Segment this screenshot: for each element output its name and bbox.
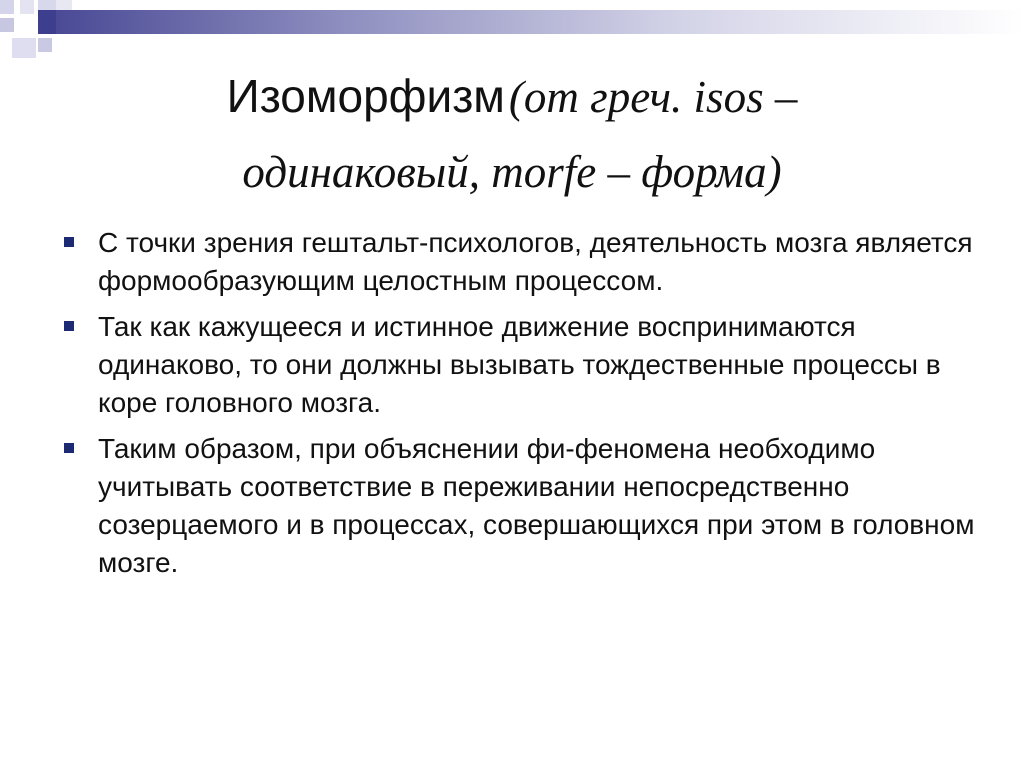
header-gradient-bar: [56, 10, 1024, 34]
corner-decoration-square: [12, 38, 36, 58]
corner-decoration-square: [20, 14, 38, 32]
corner-decoration-square: [38, 0, 56, 10]
title-line-1: [0, 64, 1024, 140]
corner-decoration-square: [0, 18, 14, 32]
bullet-text: Таким образом, при объяснении фи-феномена необходимо учитывать соответствие в переживании непосредственно созерцаемого и в процессах, совершающихся при этом в головном мозге.: [98, 433, 975, 578]
title-etymology-part-1: (от греч. isos –: [508, 72, 798, 122]
corner-decoration-square: [0, 0, 14, 14]
square-bullet-icon: [64, 443, 74, 453]
title-etymology-part-2: одинаковый, morfe – форма): [242, 147, 782, 197]
square-bullet-icon: [64, 237, 74, 247]
square-bullet-icon: [64, 321, 74, 331]
bullet-item: [64, 308, 984, 422]
bullet-text: С точки зрения гештальт-психологов, деятельность мозга является формообразующим целостным процессом.: [98, 227, 973, 296]
corner-decoration-square: [20, 0, 34, 14]
corner-decoration-square: [38, 38, 52, 52]
bullet-item: [64, 430, 984, 582]
corner-decoration-square: [56, 0, 72, 10]
title-main-text: Изоморфизм: [226, 70, 505, 122]
bullet-list: [64, 224, 984, 590]
corner-decoration-square: [38, 10, 56, 34]
slide-title: [0, 64, 1024, 204]
bullet-text: Так как кажущееся и истинное движение воспринимаются одинаково, то они должны вызывать тождественные процессы в коре головного мозга.: [98, 311, 941, 418]
bullet-item: [64, 224, 984, 300]
